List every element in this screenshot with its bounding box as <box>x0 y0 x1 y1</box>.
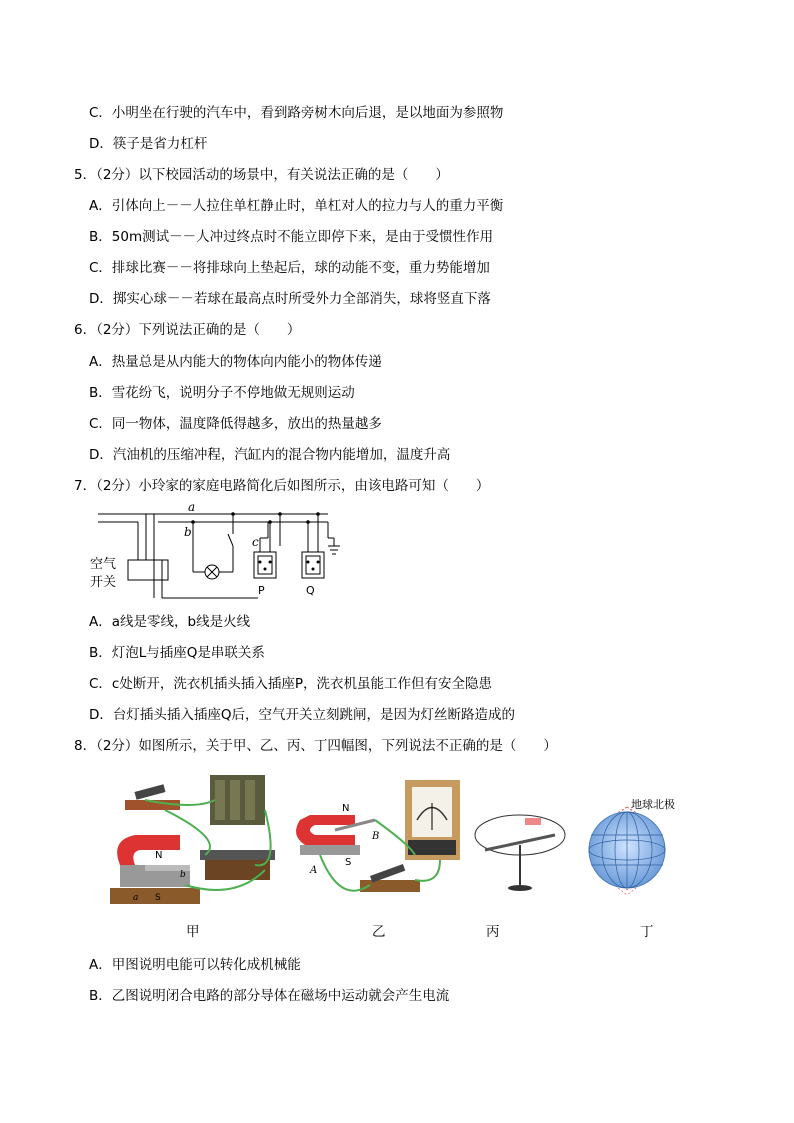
jia-s-label: S <box>155 893 161 903</box>
jia-a-label: a <box>133 893 139 903</box>
q7-option-d: D．台灯插头插入插座Q后，空气开关立刻跳闸，是因为灯丝断路造成的 <box>89 707 516 723</box>
q5-option-c: C．排球比赛－－将排球向上垫起后，球的动能不变，重力势能增加 <box>89 260 490 276</box>
q5-stem: 5．（2分）以下校园活动的场景中，有关说法正确的是（ ） <box>74 167 449 183</box>
label-b: b <box>184 525 192 539</box>
q7-option-c: C．c处断开，洗衣机插头插入插座P，洗衣机虽能工作但有安全隐患 <box>89 676 492 692</box>
label-c: c <box>252 535 259 549</box>
yi-s-label: S <box>345 857 352 868</box>
jia-n-label: N <box>155 850 163 861</box>
caption-jia: 甲 <box>186 924 200 940</box>
figure-jia <box>105 770 285 910</box>
q6-stem: 6．（2分）下列说法正确的是（ ） <box>74 322 301 338</box>
q6-option-b: B．雪花纷飞，说明分子不停地做无规则运动 <box>89 385 355 401</box>
air-switch-label-1: 空气 <box>90 557 117 572</box>
figure-yi <box>290 775 470 910</box>
yi-n-label: N <box>342 803 350 814</box>
q7-option-b: B．灯泡L与插座Q是串联关系 <box>89 645 265 661</box>
q4-option-c: C．小明坐在行驶的汽车中，看到路旁树木向后退，是以地面为参照物 <box>89 105 504 121</box>
q6-option-d: D．汽油机的压缩冲程，汽缸内的混合物内能增加，温度升高 <box>89 447 451 463</box>
earth-north-label: 地球北极 <box>631 798 675 811</box>
q5-option-a: A．引体向上－－人拉住单杠静止时，单杠对人的拉力与人的重力平衡 <box>89 198 504 214</box>
q7-option-a: A．a线是零线，b线是火线 <box>89 614 251 630</box>
q5-option-d: D．掷实心球－－若球在最高点时所受外力全部消失，球将竖直下落 <box>89 291 491 307</box>
q8-stem: 8．（2分）如图所示，关于甲、乙、丙、丁四幅图，下列说法不正确的是（ ） <box>74 738 557 754</box>
q7-stem: 7．（2分）小玲家的家庭电路简化后如图所示，由该电路可知（ ） <box>74 478 490 494</box>
q6-option-a: A．热量总是从内能大的物体向内能小的物体传递 <box>89 354 382 370</box>
caption-ding: 丁 <box>640 924 654 940</box>
yi-a-label: A <box>310 865 318 876</box>
figure-ding <box>575 795 685 900</box>
q5-option-b: B．50m测试－－人冲过终点时不能立即停下来，是由于受惯性作用 <box>89 229 494 245</box>
caption-yi: 乙 <box>372 924 386 940</box>
yi-b-label: B <box>372 831 380 842</box>
label-a: a <box>188 500 196 514</box>
q7-circuit-diagram <box>88 498 358 602</box>
figure-bing <box>470 800 570 900</box>
q8-option-a: A．甲图说明电能可以转化成机械能 <box>89 957 301 973</box>
jia-b-label: b <box>180 870 186 880</box>
socket-p-label: P <box>258 584 265 597</box>
q6-option-c: C．同一物体，温度降低得越多，放出的热量越多 <box>89 416 382 432</box>
q8-option-b: B．乙图说明闭合电路的部分导体在磁场中运动就会产生电流 <box>89 988 450 1004</box>
air-switch-label-2: 开关 <box>90 575 117 590</box>
q4-option-d: D．筷子是省力杠杆 <box>89 136 208 152</box>
socket-q-label: Q <box>306 584 315 597</box>
caption-bing: 丙 <box>486 924 500 940</box>
